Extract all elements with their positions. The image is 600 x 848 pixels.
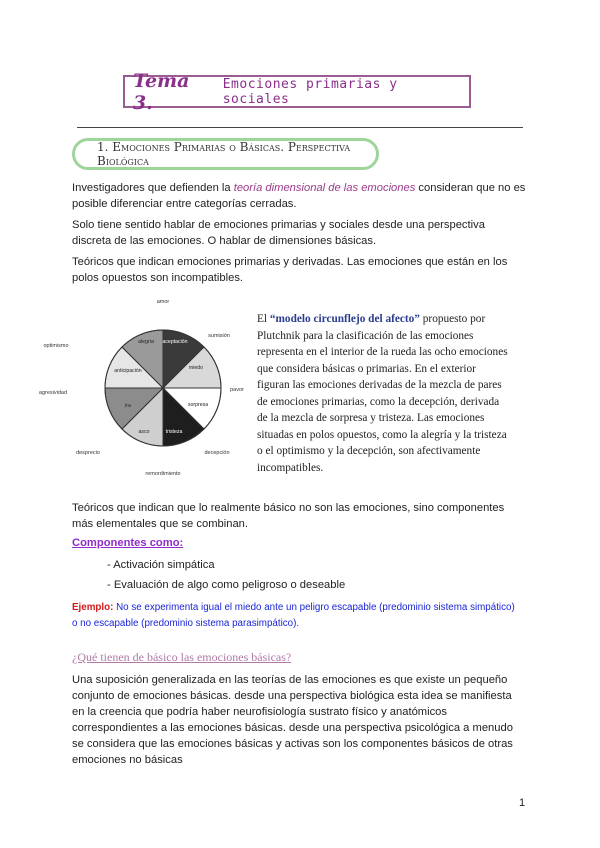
wheel-inner-5: ira bbox=[125, 403, 131, 409]
wheel-inner-0: aceptación bbox=[162, 339, 188, 345]
wheel-outer-5: desprecio bbox=[76, 450, 100, 456]
components-title: Componentes como: bbox=[72, 537, 184, 549]
wheel-inner-2: sorpresa bbox=[187, 402, 209, 408]
wheel-outer-1: sumisión bbox=[208, 333, 230, 339]
paragraph-5: Una suposición generalizada en las teorías de las emociones es que existe un pequeño conjunto de emociones básicas. desde una perspectiva biológica esta idea se manifiesta en la creencia que podría haber neurofisiología sustrato físico y anatómicos correspondientes a las emociones básicas. desde una perspectiva psicológica a menudo se considera que las emociones básicas y activas son los componentes básicos de otras emociones no básicas bbox=[72, 674, 513, 766]
wheel-inner-3: tristeza bbox=[165, 429, 183, 435]
wheel-outer-7: optimismo bbox=[43, 343, 69, 349]
wheel-outer-2: pavor bbox=[230, 387, 244, 393]
title-main: Tema 3. bbox=[133, 69, 190, 114]
emotion-wheel bbox=[36, 295, 252, 475]
example-text: No se experimenta igual el miedo ante un peligro escapable (predominio sistema simpático) o no escapable (predominio sistema parasimpático). bbox=[72, 602, 515, 629]
wheel-outer-4: remordimiento bbox=[145, 471, 181, 475]
section-heading-text: 1. Emociones Primarias o Básicas. Perspectiva Biológica bbox=[97, 140, 351, 168]
p1-pre: Investigadores que defienden la bbox=[72, 182, 234, 194]
paragraph-3: Teóricos que indican emociones primarias y derivadas. Las emociones que están en los polos opuestos son incompatibles. bbox=[72, 256, 508, 284]
wheel-inner-7: alegría bbox=[138, 339, 154, 345]
wheel-inner-6: anticipación bbox=[114, 368, 142, 374]
example-label: Ejemplo: bbox=[72, 602, 114, 613]
plutchik-post: propuesto por Plutchnik para la clasificación de las emociones representa en el interior de la rueda las ocho emociones que considera básicas o primarias. En el exterior figuran las emociones derivadas de la mezcla de pares de emociones primarias, como la decepción, derivada de la mezcla de sorpresa y tristeza. Las emociones situadas en polos opuestos, como la alegría y la tristeza o el optimismo y la decepción, son afectivamente incompatibles. bbox=[257, 313, 508, 474]
paragraph-2: Solo tiene sentido hablar de emociones primarias y sociales desde una perspectiva discreta de las emociones. O hablar de dimensiones básicas. bbox=[72, 219, 485, 247]
wheel-inner-1: miedo bbox=[188, 365, 204, 371]
list-item: - Activación simpática bbox=[107, 559, 215, 571]
plutchik-pre: El bbox=[257, 313, 270, 325]
title-box bbox=[123, 69, 471, 114]
plutchik-term: “modelo circunflejo del afecto” bbox=[269, 313, 420, 325]
question-heading: ¿Qué tienen de básico las emociones básicas? bbox=[72, 650, 292, 664]
divider bbox=[77, 127, 523, 128]
wheel-outer-0: amor bbox=[156, 299, 170, 305]
wheel-inner-4: asco bbox=[138, 429, 150, 435]
list-item: - Evaluación de algo como peligroso o deseable bbox=[107, 579, 346, 591]
paragraph-4: Teóricos que indican que lo realmente básico no son las emociones, sino componentes más elementales que se combinan. bbox=[72, 502, 505, 530]
title-sub: Emociones primarias y sociales bbox=[222, 76, 398, 107]
wheel-outer-3: decepción bbox=[204, 450, 230, 456]
page-number: 1 bbox=[519, 797, 526, 809]
p1-post: consideran que no es posible diferenciar entre categorías cerradas. bbox=[72, 182, 526, 210]
section-heading bbox=[72, 138, 379, 170]
wheel-outer-6: agresividad bbox=[38, 390, 68, 396]
plutchik-description bbox=[257, 311, 509, 476]
example-note bbox=[72, 600, 522, 632]
paragraph-1 bbox=[72, 180, 527, 212]
p1-term: teoría dimensional de las emociones bbox=[233, 182, 416, 194]
